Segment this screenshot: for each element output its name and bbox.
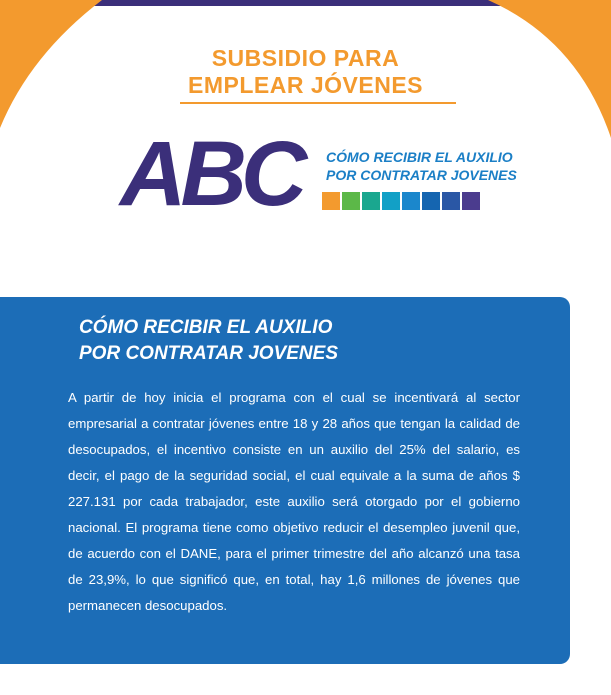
page-title-line-2: EMPLEAR JÓVENES (188, 72, 423, 98)
color-swatch (382, 192, 400, 210)
card-title-line-2: POR CONTRATAR JOVENES (79, 343, 338, 364)
color-swatch (402, 192, 420, 210)
color-swatch (442, 192, 460, 210)
card-title-line-1: CÓMO RECIBIR EL AUXILIO (79, 317, 333, 338)
page-title-line-1: SUBSIDIO PARA (211, 45, 400, 71)
color-swatch (362, 192, 380, 210)
logo-subtitle-line-2: POR CONTRATAR JOVENES (326, 167, 517, 183)
color-swatch (462, 192, 480, 210)
abc-logo: ABC (120, 123, 302, 225)
color-swatch (422, 192, 440, 210)
color-swatch (342, 192, 360, 210)
color-swatch-strip (322, 192, 480, 210)
card-body-text: A partir de hoy inicia el programa con el cual se incentivará al sector empresarial a contratar jóvenes entre 18 y 28 años que tengan la calidad de desocupados, el incentivo consiste en un auxilio del 25% del salario, es decir, el pago de la seguridad social, el cual equivale a la suma de años $ 227.131 por cada trabajador, este auxilio será otorgado por el gobierno nacional. El programa tiene como objetivo reducir el desempleo juvenil que, de acuerdo con el DANE, para el primer trimestre del año alcanzó una tasa de 23,9%, lo que significó que, en total, hay 1,6 millones de jóvenes que permanecen desocupados. (68, 390, 520, 613)
title-underline (180, 102, 456, 104)
color-swatch (322, 192, 340, 210)
logo-subtitle-line-1: CÓMO RECIBIR EL AUXILIO (326, 149, 513, 165)
